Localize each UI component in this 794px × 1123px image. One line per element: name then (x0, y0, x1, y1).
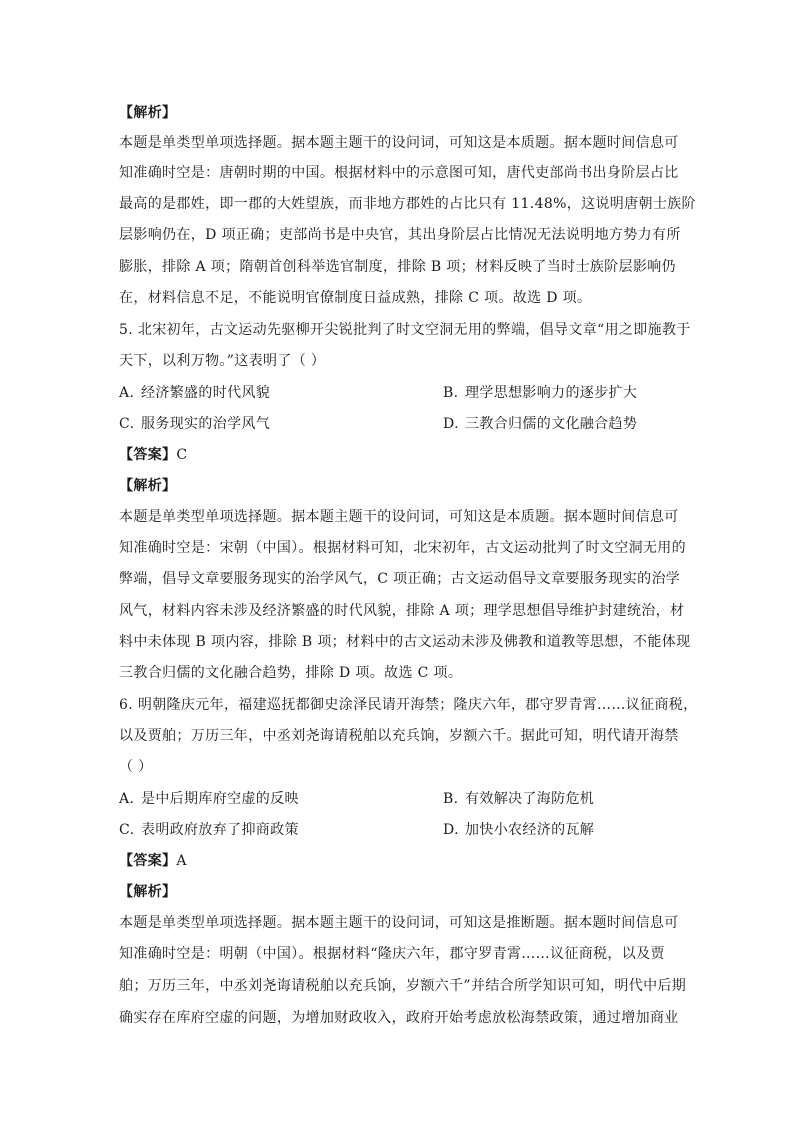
analysis-line: 确实存在库府空虚的问题，为增加财政收入，政府开始考虑放松海禁政策，通过增加商业 (119, 1010, 679, 1026)
analysis-line: 最高的是郡姓，即一郡的大姓望族，而非地方郡姓的占比只有 11.48%，这说明唐朝士族阶 (119, 196, 696, 212)
option-text: 经济繁盛的时代风貌 (141, 385, 271, 401)
question-6-stem: （ ） (119, 759, 153, 775)
option-key: A. (119, 791, 135, 807)
option-key: B. (443, 385, 459, 401)
question-6-option-a (119, 789, 299, 809)
option-text: 服务现实的治学风气 (141, 416, 271, 432)
analysis-line: 料中未体现 B 项内容，排除 B 项；材料中的古文运动未涉及佛教和道教等思想，不能体现 (119, 634, 691, 650)
question-6-stem: 6. 明朝隆庆元年，福建巡抚都御史涂泽民请开海禁；隆庆六年，郡守罗青霄……议征商税， (119, 697, 698, 713)
option-key: C. (119, 822, 135, 838)
question-5-option-c (119, 414, 270, 434)
option-key: D. (443, 822, 459, 838)
question-5-option-d (443, 414, 637, 434)
analysis-line: 三教合归儒的文化融合趋势，排除 D 项。故选 C 项。 (119, 665, 463, 681)
question-5-option-a (119, 383, 270, 403)
analysis-line: 本题是单类型单项选择题。据本题主题干的设问词，可知这是本质题。据本题时间信息可 (119, 509, 679, 525)
analysis-line: 本题是单类型单项选择题。据本题主题干的设问词，可知这是推断题。据本题时间信息可 (119, 915, 679, 931)
answer-value: C (176, 447, 188, 463)
question-5-stem: 天下，以利万物。”这表明了（ ） (119, 353, 326, 369)
question-5-answer (119, 445, 187, 465)
option-text: 理学思想影响力的逐步扩大 (465, 385, 638, 401)
question-5-stem: 5. 北宋初年，古文运动先驱柳开尖锐批判了时文空洞无用的弊端，倡导文章“用之即施教于 (119, 322, 691, 338)
option-key: C. (119, 416, 135, 432)
answer-label: 【答案】 (119, 853, 177, 869)
analysis-line: 在，材料信息不足，不能说明官僚制度日益成熟，排除 C 项。故选 D 项。 (119, 290, 592, 306)
option-key: B. (443, 791, 459, 807)
question-6-option-b (443, 789, 594, 809)
question-6-stem: 以及贾舶；万历三年，中丞刘尧诲请税舶以充兵饷，岁额六千。据此可知，明代请开海禁 (119, 728, 679, 744)
analysis-heading: 【解析】 (119, 884, 177, 900)
analysis-line: 知准确时空是：明朝（中国）。根据材料“隆庆六年，郡守罗青霄……议征商税，以及贾 (119, 946, 665, 962)
option-text: 三教合归儒的文化融合趋势 (465, 416, 638, 432)
analysis-heading: 【解析】 (119, 478, 177, 494)
analysis-line: 知准确时空是：唐朝时期的中国。根据材料中的示意图可知，唐代吏部尚书出身阶层占比 (119, 165, 679, 181)
question-5-option-b (443, 383, 637, 403)
analysis-line: 知准确时空是：宋朝（中国）。根据材料可知，北宋初年，古文运动批判了时文空洞无用的 (119, 540, 686, 556)
answer-value: A (176, 853, 187, 869)
question-6-option-d (443, 820, 594, 840)
option-text: 是中后期库府空虚的反映 (141, 791, 299, 807)
analysis-line: 层影响仍在，D 项正确；吏部尚书是中央官，其出身阶层占比情况无法说明地方势力有所 (119, 227, 681, 243)
analysis-line: 本题是单类型单项选择题。据本题主题干的设问词，可知这是本质题。据本题时间信息可 (119, 135, 679, 151)
option-text: 加快小农经济的瓦解 (465, 822, 595, 838)
option-text: 有效解决了海防危机 (465, 791, 595, 807)
question-6-option-c (119, 820, 299, 840)
analysis-line: 舶；万历三年，中丞刘尧诲请税舶以充兵饷，岁额六千”并结合所学知识可知，明代中后期 (119, 978, 687, 994)
option-key: A. (119, 385, 135, 401)
option-key: D. (443, 416, 459, 432)
option-text: 表明政府放弃了抑商政策 (141, 822, 299, 838)
analysis-line: 风气，材料内容未涉及经济繁盛的时代风貌，排除 A 项；理学思想倡导维护封建统治，材 (119, 603, 685, 619)
question-6-answer (119, 851, 187, 871)
analysis-line: 弊端，倡导文章要服务现实的治学风气，C 项正确；古文运动倡导文章要服务现实的治学 (119, 571, 681, 587)
analysis-line: 膨胀，排除 A 项；隋朝首创科举选官制度，排除 B 项；材料反映了当时士族阶层影响仍 (119, 259, 676, 275)
answer-label: 【答案】 (119, 447, 177, 463)
analysis-heading: 【解析】 (119, 105, 177, 121)
